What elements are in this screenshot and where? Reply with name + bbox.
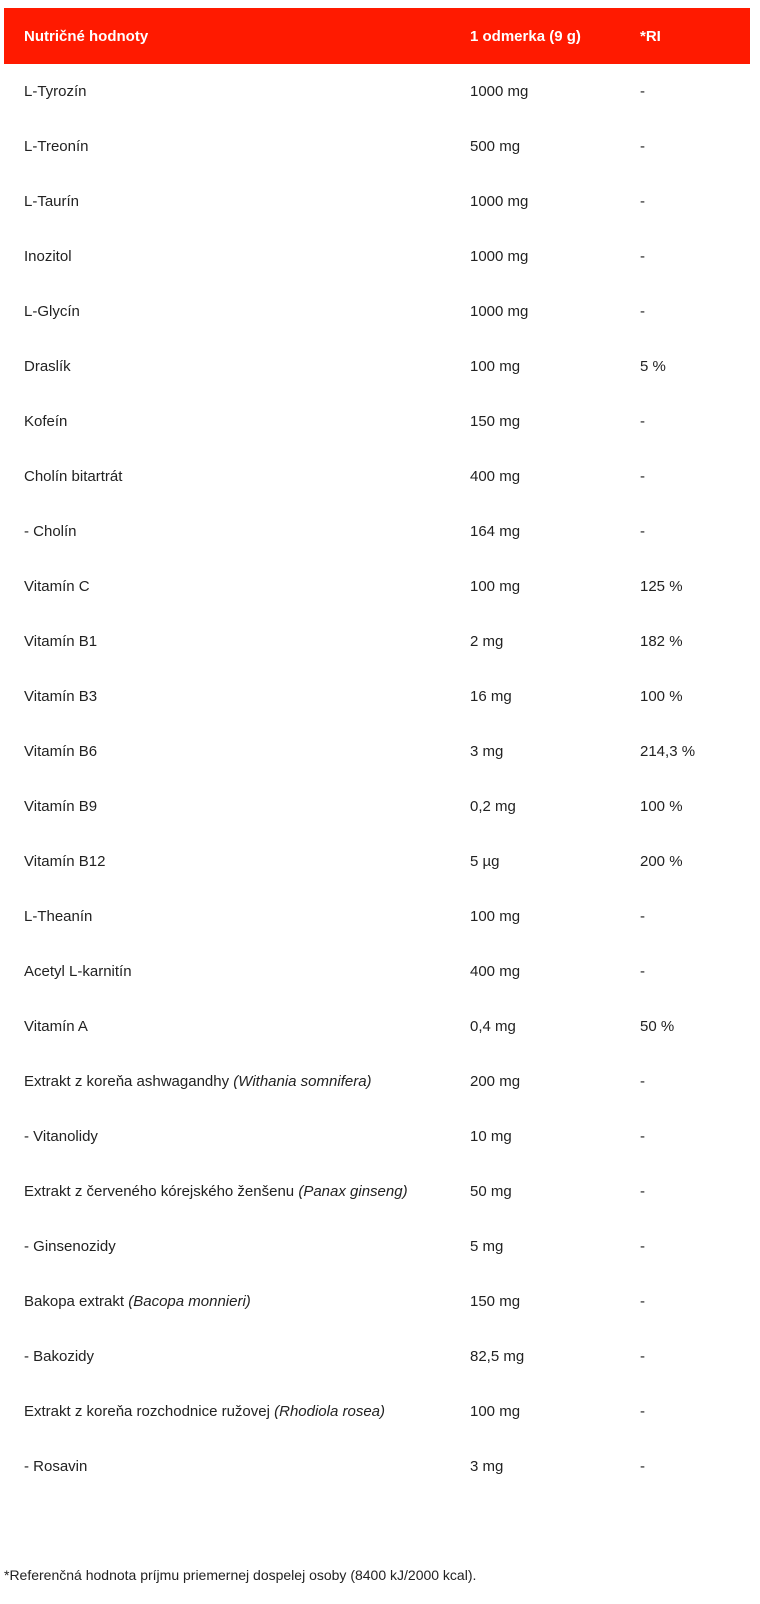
nutrient-name-cell: [4, 1348, 470, 1365]
table-row: [4, 1384, 750, 1439]
nutrient-name-cell: [4, 963, 470, 980]
nutrient-name-cell: [4, 853, 470, 870]
table-row: [4, 944, 750, 999]
nutrient-amount: 0,4 mg: [470, 1018, 516, 1035]
nutrient-ri: -: [640, 1238, 645, 1255]
nutrient-latin-name: (Withania somnifera): [233, 1073, 372, 1090]
nutrient-amount: 150 mg: [470, 1293, 521, 1310]
nutrient-name: - Ginsenozidy: [24, 1238, 116, 1255]
nutrient-name-cell: [4, 468, 470, 485]
table-row: [4, 339, 750, 394]
nutrient-name: - Vitanolidy: [24, 1128, 98, 1145]
nutrient-name-cell: [4, 303, 470, 320]
table-row: [4, 449, 750, 504]
nutrient-name-cell: [4, 83, 470, 100]
nutrient-ri: -: [640, 138, 645, 155]
nutrient-name-cell: [4, 1458, 470, 1475]
table-row: [4, 64, 750, 119]
nutrient-name-cell: [4, 1293, 470, 1310]
nutrient-amount: 10 mg: [470, 1128, 512, 1145]
table-row: [4, 1274, 750, 1329]
nutrient-name-cell: [4, 1018, 470, 1035]
nutrient-latin-name: (Rhodiola rosea): [274, 1403, 386, 1420]
nutrient-amount: 16 mg: [470, 688, 512, 705]
nutrient-name: Vitamín B1: [24, 633, 98, 650]
table-row: [4, 1219, 750, 1274]
nutrient-name-cell: [4, 1073, 470, 1090]
table-row: [4, 1329, 750, 1384]
header-serving: 1 odmerka (9 g): [470, 27, 581, 45]
nutrient-name-cell: [4, 688, 470, 705]
nutrient-amount: 100 mg: [470, 358, 521, 375]
header-ri: *RI: [640, 27, 661, 45]
nutrient-name-cell: [4, 1128, 470, 1145]
nutrient-ri: -: [640, 1183, 645, 1200]
nutrient-amount: 3 mg: [470, 1458, 504, 1475]
table-row: [4, 999, 750, 1054]
nutrient-name: Bakopa extrakt: [24, 1293, 125, 1310]
nutrient-amount: 1000 mg: [470, 303, 529, 320]
nutrient-name: Cholín bitartrát: [24, 468, 123, 485]
table-body: [4, 64, 750, 1494]
nutrient-amount: 100 mg: [470, 1403, 521, 1420]
nutrient-name-cell: [4, 578, 470, 595]
nutrient-name: Vitamín B3: [24, 688, 98, 705]
table-row: [4, 229, 750, 284]
nutrient-ri: 200 %: [640, 853, 683, 870]
nutrient-name: L-Glycín: [24, 303, 80, 320]
nutrient-ri: -: [640, 523, 645, 540]
nutrient-amount: 400 mg: [470, 468, 521, 485]
nutrient-ri: 100 %: [640, 688, 683, 705]
nutrient-name: - Rosavin: [24, 1458, 88, 1475]
table-row: [4, 669, 750, 724]
nutrient-amount: 400 mg: [470, 963, 521, 980]
nutrient-ri: -: [640, 248, 645, 265]
footnote: *Referenčná hodnota príjmu priemernej dospelej osoby (8400 kJ/2000 kcal).: [4, 1567, 477, 1583]
nutrient-name: L-Treonín: [24, 138, 89, 155]
nutrient-name: Vitamín B9: [24, 798, 98, 815]
nutrient-ri: -: [640, 963, 645, 980]
nutrient-amount: 5 mg: [470, 1238, 504, 1255]
table-row: [4, 1439, 750, 1494]
nutrient-name: Extrakt z koreňa rozchodnice ružovej: [24, 1403, 270, 1420]
nutrient-name: Extrakt z červeného kórejského ženšenu: [24, 1183, 295, 1200]
nutrient-name: Kofeín: [24, 413, 68, 430]
table-header: [4, 8, 750, 64]
table-row: [4, 1054, 750, 1109]
nutrient-name-cell: [4, 413, 470, 430]
nutrient-name: Draslík: [24, 358, 71, 375]
nutrient-ri: 125 %: [640, 578, 683, 595]
table-row: [4, 614, 750, 669]
table-row: [4, 174, 750, 229]
nutrient-amount: 100 mg: [470, 908, 521, 925]
nutrient-amount: 0,2 mg: [470, 798, 516, 815]
nutrient-amount: 82,5 mg: [470, 1348, 525, 1365]
nutrient-name-cell: [4, 523, 470, 540]
nutrient-ri: -: [640, 468, 645, 485]
nutrient-ri: -: [640, 193, 645, 210]
nutrient-name: Vitamín C: [24, 578, 90, 595]
nutrient-ri: 50 %: [640, 1018, 675, 1035]
nutrient-ri: -: [640, 1348, 645, 1365]
nutrient-amount: 50 mg: [470, 1183, 512, 1200]
nutrient-name: - Cholín: [24, 523, 77, 540]
nutrient-amount: 500 mg: [470, 138, 521, 155]
nutrient-ri: 214,3 %: [640, 743, 696, 760]
nutrient-amount: 2 mg: [470, 633, 504, 650]
nutrient-amount: 200 mg: [470, 1073, 521, 1090]
header-nutrition-values: Nutričné hodnoty: [24, 27, 149, 45]
nutrition-table: [4, 8, 750, 1494]
nutrient-name-cell: [4, 633, 470, 650]
nutrient-name-cell: [4, 193, 470, 210]
nutrient-name: Inozitol: [24, 248, 72, 265]
nutrient-amount: 164 mg: [470, 523, 521, 540]
nutrient-name: L-Taurín: [24, 193, 80, 210]
nutrient-name-cell: [4, 358, 470, 375]
nutrient-ri: -: [640, 413, 645, 430]
nutrient-amount: 3 mg: [470, 743, 504, 760]
nutrient-name-cell: [4, 743, 470, 760]
nutrient-name: Vitamín A: [24, 1018, 88, 1035]
nutrient-name: L-Theanín: [24, 908, 93, 925]
nutrient-name: Vitamín B6: [24, 743, 98, 760]
table-row: [4, 779, 750, 834]
nutrient-name-cell: [4, 908, 470, 925]
nutrient-name-cell: [4, 1238, 470, 1255]
table-row: [4, 119, 750, 174]
nutrient-ri: -: [640, 83, 645, 100]
nutrient-ri: 5 %: [640, 358, 666, 375]
nutrient-ri: 182 %: [640, 633, 683, 650]
nutrient-name-cell: [4, 1183, 470, 1200]
nutrient-name: Vitamín B12: [24, 853, 106, 870]
nutrient-amount: 150 mg: [470, 413, 521, 430]
table-row: [4, 1164, 750, 1219]
nutrient-name: Extrakt z koreňa ashwagandhy: [24, 1073, 230, 1090]
nutrient-amount: 1000 mg: [470, 193, 529, 210]
table-row: [4, 284, 750, 339]
nutrient-ri: -: [640, 1403, 645, 1420]
nutrient-name: - Bakozidy: [24, 1348, 95, 1365]
nutrient-ri: 100 %: [640, 798, 683, 815]
nutrient-name-cell: [4, 248, 470, 265]
nutrient-ri: -: [640, 1073, 645, 1090]
nutrient-latin-name: (Bacopa monnieri): [128, 1293, 251, 1310]
nutrient-amount: 5 µg: [470, 853, 500, 870]
nutrient-name: Acetyl L-karnitín: [24, 963, 132, 980]
nutrient-ri: -: [640, 1293, 645, 1310]
table-row: [4, 834, 750, 889]
table-row: [4, 1109, 750, 1164]
nutrient-name-cell: [4, 1403, 470, 1420]
nutrient-ri: -: [640, 908, 645, 925]
nutrient-name: L-Tyrozín: [24, 83, 87, 100]
nutrient-latin-name: (Panax ginseng): [298, 1183, 408, 1200]
nutrient-ri: -: [640, 1458, 645, 1475]
nutrient-ri: -: [640, 303, 645, 320]
nutrient-amount: 1000 mg: [470, 83, 529, 100]
nutrient-amount: 100 mg: [470, 578, 521, 595]
table-row: [4, 394, 750, 449]
table-row: [4, 889, 750, 944]
nutrient-name-cell: [4, 798, 470, 815]
nutrient-name-cell: [4, 138, 470, 155]
table-row: [4, 504, 750, 559]
table-row: [4, 559, 750, 614]
nutrient-amount: 1000 mg: [470, 248, 529, 265]
table-row: [4, 724, 750, 779]
nutrient-ri: -: [640, 1128, 645, 1145]
